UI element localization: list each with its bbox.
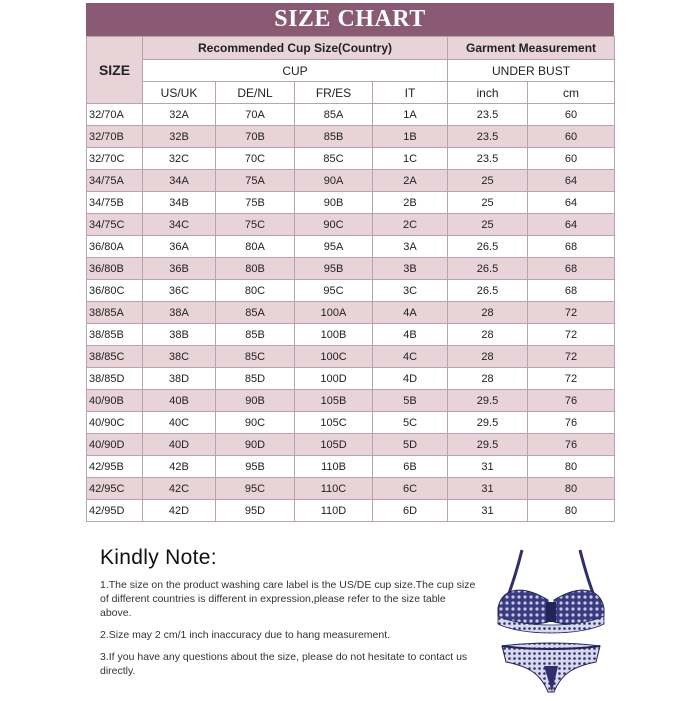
table-cell: 28 (448, 346, 528, 368)
chart-title: SIZE CHART (86, 3, 614, 36)
size-cell: 36/80A (87, 236, 143, 258)
size-table-body (87, 104, 615, 522)
table-cell: 28 (448, 302, 528, 324)
table-cell: 95D (216, 500, 295, 522)
table-cell: 72 (528, 302, 615, 324)
table-cell: 25 (448, 214, 528, 236)
table-cell: 85C (216, 346, 295, 368)
table-row (87, 368, 615, 390)
table-cell: 80A (216, 236, 295, 258)
table-cell: 4A (373, 302, 448, 324)
table-cell: 95B (295, 258, 373, 280)
table-cell: 34C (143, 214, 216, 236)
table-row (87, 170, 615, 192)
lingerie-illustration (492, 546, 610, 696)
table-cell: 23.5 (448, 126, 528, 148)
size-cell: 40/90B (87, 390, 143, 412)
table-cell: 5C (373, 412, 448, 434)
table-cell: 76 (528, 412, 615, 434)
table-cell: 32C (143, 148, 216, 170)
table-cell: 4B (373, 324, 448, 346)
table-cell: 80 (528, 478, 615, 500)
table-cell: 42B (143, 456, 216, 478)
table-cell: 60 (528, 104, 615, 126)
table-cell: 95A (295, 236, 373, 258)
col-header: inch (448, 82, 528, 104)
note-item-1: 1.The size on the product washing care label is the US/DE cup size.The cup size of different countries is different in expression,please refer to the size table above. (100, 579, 476, 619)
table-cell: 64 (528, 170, 615, 192)
table-cell: 2A (373, 170, 448, 192)
table-cell: 40C (143, 412, 216, 434)
table-cell: 75A (216, 170, 295, 192)
table-cell: 36C (143, 280, 216, 302)
table-cell: 26.5 (448, 280, 528, 302)
table-row (87, 214, 615, 236)
table-cell: 6C (373, 478, 448, 500)
table-cell: 34A (143, 170, 216, 192)
table-cell: 90C (295, 214, 373, 236)
size-cell: 42/95B (87, 456, 143, 478)
table-row (87, 500, 615, 522)
table-cell: 3C (373, 280, 448, 302)
size-cell: 32/70C (87, 148, 143, 170)
table-cell: 3A (373, 236, 448, 258)
table-cell: 29.5 (448, 434, 528, 456)
table-cell: 76 (528, 390, 615, 412)
size-cell: 32/70B (87, 126, 143, 148)
table-cell: 85A (295, 104, 373, 126)
table-cell: 85D (216, 368, 295, 390)
note-item-3: 3.If you have any questions about the size, please do not hesitate to contact us directly. (100, 651, 468, 677)
table-cell: 1C (373, 148, 448, 170)
table-cell: 110D (295, 500, 373, 522)
table-cell: 85B (295, 126, 373, 148)
table-cell: 95C (216, 478, 295, 500)
table-cell: 110B (295, 456, 373, 478)
col-header: DE/NL (216, 82, 295, 104)
table-cell: 31 (448, 500, 528, 522)
size-cell: 34/75C (87, 214, 143, 236)
size-cell: 38/85A (87, 302, 143, 324)
size-cell: 36/80C (87, 280, 143, 302)
table-cell: 68 (528, 258, 615, 280)
table-cell: 105B (295, 390, 373, 412)
table-cell: 31 (448, 456, 528, 478)
table-cell: 90A (295, 170, 373, 192)
table-cell: 34B (143, 192, 216, 214)
size-cell: 40/90D (87, 434, 143, 456)
table-cell: 72 (528, 324, 615, 346)
table-cell: 28 (448, 368, 528, 390)
table-cell: 75C (216, 214, 295, 236)
table-cell: 40B (143, 390, 216, 412)
table-cell: 38D (143, 368, 216, 390)
table-cell: 80 (528, 456, 615, 478)
note-heading: Kindly Note: (100, 546, 217, 569)
table-cell: 5D (373, 434, 448, 456)
table-row (87, 104, 615, 126)
note-item-2: 2.Size may 2 cm/1 inch inaccuracy due to hang measurement. (100, 629, 391, 641)
table-row (87, 324, 615, 346)
table-row (87, 434, 615, 456)
table-cell: 36B (143, 258, 216, 280)
table-cell: 85B (216, 324, 295, 346)
table-cell: 23.5 (448, 148, 528, 170)
size-cell: 34/75B (87, 192, 143, 214)
table-row (87, 258, 615, 280)
table-cell: 75B (216, 192, 295, 214)
table-cell: 2C (373, 214, 448, 236)
size-cell: 34/75A (87, 170, 143, 192)
table-row (87, 148, 615, 170)
table-cell: 110C (295, 478, 373, 500)
table-cell: 1B (373, 126, 448, 148)
table-cell: 25 (448, 170, 528, 192)
table-cell: 105D (295, 434, 373, 456)
table-cell: 70C (216, 148, 295, 170)
table-row (87, 280, 615, 302)
table-row (87, 390, 615, 412)
table-cell: 80 (528, 500, 615, 522)
size-cell: 42/95D (87, 500, 143, 522)
table-cell: 38C (143, 346, 216, 368)
size-cell: 40/90C (87, 412, 143, 434)
table-cell: 29.5 (448, 412, 528, 434)
table-cell: 85A (216, 302, 295, 324)
table-cell: 29.5 (448, 390, 528, 412)
table-cell: 95B (216, 456, 295, 478)
table-cell: 72 (528, 346, 615, 368)
table-cell: 105C (295, 412, 373, 434)
table-row (87, 302, 615, 324)
table-cell: 25 (448, 192, 528, 214)
recommended-header: Recommended Cup Size(Country) (143, 37, 448, 60)
table-cell: 3B (373, 258, 448, 280)
cup-header: CUP (143, 60, 448, 82)
table-cell: 80B (216, 258, 295, 280)
table-cell: 32B (143, 126, 216, 148)
bra-center (546, 602, 556, 622)
table-cell: 68 (528, 236, 615, 258)
table-row (87, 456, 615, 478)
table-cell: 100A (295, 302, 373, 324)
table-cell: 68 (528, 280, 615, 302)
size-cell: 32/70A (87, 104, 143, 126)
table-cell: 60 (528, 148, 615, 170)
table-row (87, 236, 615, 258)
table-cell: 95C (295, 280, 373, 302)
table-cell: 60 (528, 126, 615, 148)
table-cell: 100B (295, 324, 373, 346)
table-cell: 70A (216, 104, 295, 126)
table-cell: 40D (143, 434, 216, 456)
table-cell: 4D (373, 368, 448, 390)
under-bust-header: UNDER BUST (448, 60, 615, 82)
table-cell: 90B (216, 390, 295, 412)
table-cell: 90B (295, 192, 373, 214)
table-cell: 1A (373, 104, 448, 126)
table-cell: 26.5 (448, 258, 528, 280)
table-cell: 42C (143, 478, 216, 500)
table-cell: 26.5 (448, 236, 528, 258)
table-cell: 64 (528, 192, 615, 214)
table-row (87, 192, 615, 214)
col-header: IT (373, 82, 448, 104)
col-header: FR/ES (295, 82, 373, 104)
table-cell: 31 (448, 478, 528, 500)
table-cell: 64 (528, 214, 615, 236)
product-image (492, 546, 610, 696)
table-cell: 42D (143, 500, 216, 522)
col-header: cm (528, 82, 615, 104)
table-cell: 6D (373, 500, 448, 522)
size-table (86, 36, 615, 522)
table-cell: 100D (295, 368, 373, 390)
table-cell: 76 (528, 434, 615, 456)
table-cell: 85C (295, 148, 373, 170)
size-cell: 38/85D (87, 368, 143, 390)
col-header: US/UK (143, 82, 216, 104)
size-cell: 38/85B (87, 324, 143, 346)
table-cell: 2B (373, 192, 448, 214)
table-cell: 80C (216, 280, 295, 302)
table-cell: 32A (143, 104, 216, 126)
size-header: SIZE (87, 37, 143, 104)
table-cell: 4C (373, 346, 448, 368)
size-cell: 42/95C (87, 478, 143, 500)
table-cell: 5B (373, 390, 448, 412)
table-cell: 28 (448, 324, 528, 346)
size-cell: 36/80B (87, 258, 143, 280)
table-row (87, 346, 615, 368)
table-row (87, 478, 615, 500)
table-cell: 70B (216, 126, 295, 148)
table-cell: 90D (216, 434, 295, 456)
table-cell: 100C (295, 346, 373, 368)
table-cell: 90C (216, 412, 295, 434)
garment-header: Garment Measurement (448, 37, 615, 60)
table-cell: 6B (373, 456, 448, 478)
kindly-note (100, 546, 480, 686)
table-row (87, 412, 615, 434)
table-cell: 38B (143, 324, 216, 346)
table-cell: 36A (143, 236, 216, 258)
table-cell: 38A (143, 302, 216, 324)
table-row (87, 126, 615, 148)
table-cell: 72 (528, 368, 615, 390)
size-cell: 38/85C (87, 346, 143, 368)
table-cell: 23.5 (448, 104, 528, 126)
size-chart (86, 3, 614, 522)
